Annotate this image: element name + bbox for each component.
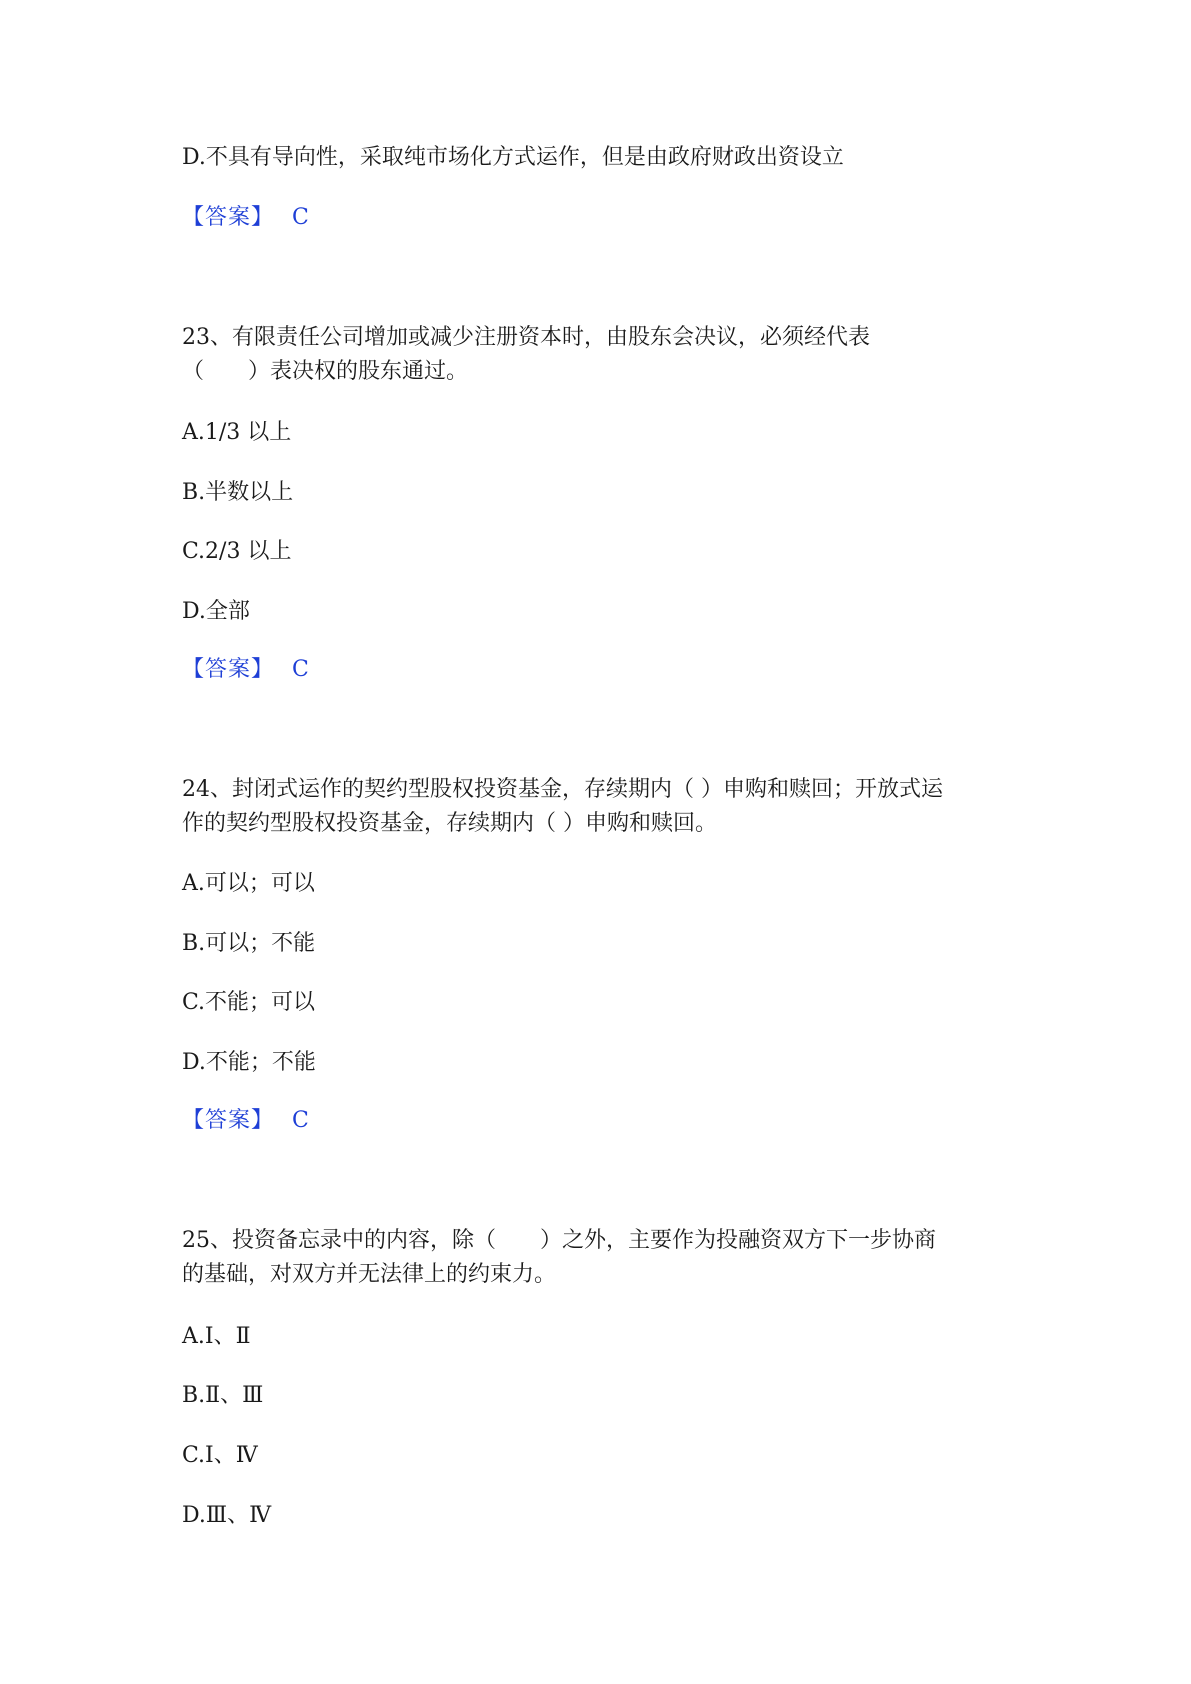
- question-24-stem-line2: 作的契约型股权投资基金，存续期内（ ）申购和赎回。: [182, 811, 717, 836]
- question-24-answer: [182, 1106, 309, 1136]
- question-25-stem-line2: 的基础，对双方并无法律上的约束力。: [182, 1262, 557, 1287]
- question-24-stem-line1: 24、封闭式运作的契约型股权投资基金，存续期内（ ）申购和赎回；开放式运: [182, 777, 943, 802]
- answer-label: 【答案】: [182, 1108, 275, 1133]
- answer-value: C: [292, 205, 309, 230]
- question-25-option-b: B.Ⅱ、Ⅲ: [182, 1383, 264, 1408]
- question-23-stem-line1: 23、有限责任公司增加或减少注册资本时，由股东会决议，必须经代表: [182, 325, 870, 350]
- answer-value: C: [292, 657, 309, 682]
- question-23-stem-line2: （ ）表决权的股东通过。: [182, 359, 469, 384]
- answer-line: [182, 203, 309, 233]
- answer-label: 【答案】: [182, 205, 275, 230]
- question-25-option-a: A.Ⅰ、Ⅱ: [182, 1324, 251, 1349]
- option-d: D.不具有导向性，采取纯市场化方式运作，但是由政府财政出资设立: [182, 145, 844, 170]
- question-24-option-b: B.可以；不能: [182, 931, 316, 956]
- question-23-option-a: A.1/3 以上: [182, 420, 292, 445]
- question-23-option-b: B.半数以上: [182, 480, 294, 505]
- question-23-answer: [182, 655, 309, 685]
- question-25-option-d: D.Ⅲ、Ⅳ: [182, 1503, 272, 1528]
- question-25-option-c: C.Ⅰ、Ⅳ: [182, 1443, 258, 1468]
- answer-label: 【答案】: [182, 657, 275, 682]
- question-24-option-d: D.不能；不能: [182, 1050, 316, 1075]
- question-23-option-d: D.全部: [182, 599, 250, 624]
- question-23-option-c: C.2/3 以上: [182, 539, 292, 564]
- question-24-option-a: A.可以；可以: [182, 871, 315, 896]
- question-24-option-c: C.不能；可以: [182, 990, 316, 1015]
- question-25-stem-line1: 25、投资备忘录中的内容，除（ ）之外，主要作为投融资双方下一步协商: [182, 1228, 936, 1253]
- answer-value: C: [292, 1108, 309, 1133]
